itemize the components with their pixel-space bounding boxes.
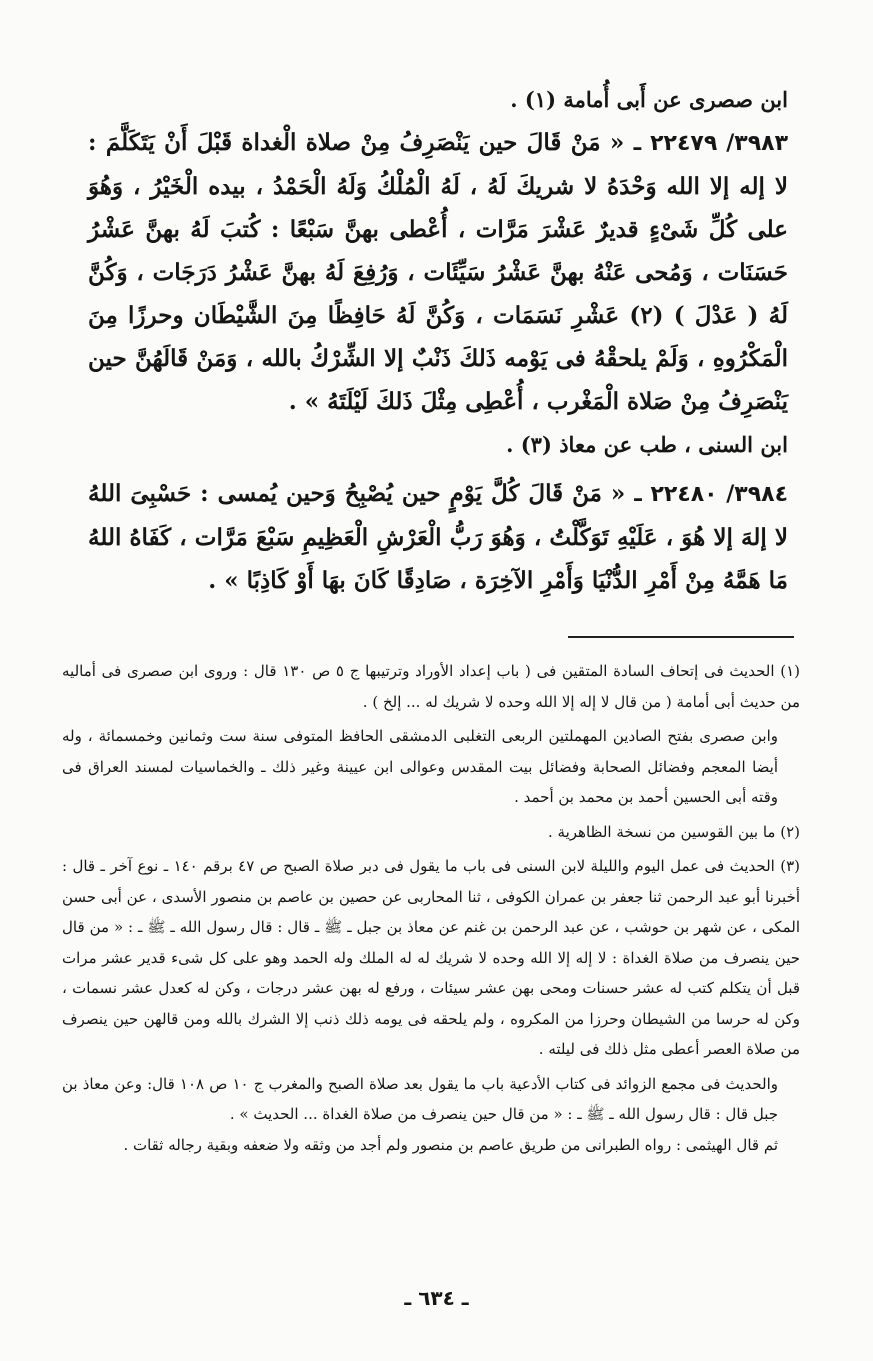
footnote-3: (٣) الحديث فى عمل اليوم والليلة لابن السنى فى باب ما يقول فى دبر صلاة الصبح ص ٤٧ برقم ١٤٠ ـ نوع آخر ـ قال : أخبرنا أبو عبد الرحمن ثنا جعفر بن عمران الكوفى ، ثنا المحاربى عن حصين بن عاصم بن منصور الأسدى ، عن أبى حسن المكى ، عن شهر بن حوشب ، عن عبد الرحمن بن غنم عن معاذ بن جبل ـ ﷺ ـ قال : قال رسول الله ـ ﷺ ـ : « من قال حين ينصرف من صلاة الغداة : لا إله إلا الله وحده لا شريك له له الملك وله الحمد وهو على كل شىء قدير عشر مرات قبل أن يتكلم كتب له عشر حسنات ومحى بهن عشر سيئات ، ورفع له بهن عشر درجات ، وكن له كعدل عشر نسمات ، وكن له حرسا من الشيطان وحرزا من المكروه ، ولم يلحقه فى يومه ذلك ذنب إلا الشرك بالله ومن قالهن حين ينصرف من صلاة العصر أعطى مثل ذلك فى ليلته . <box>62 857 801 1058</box>
hadith-number: ٣٩٨٣/ ٢٢٤٧٩ ـ <box>633 131 789 156</box>
hadith-text: « مَنْ قَالَ حين يَنْصَرِفُ مِنْ صلاة الْغداة قَبْلَ أَنْ يَتَكَلَّمَ : لا إله إلا الله وَحْدَهُ لا شريكَ لَهُ ، لَهُ الْمُلْكُ وَلَهُ الْحَمْدُ ، بيده الْخَيْرُ ، وَهُوَ على كُلِّ شَىْءٍ قديرٌ عَشْرَ مَرَّات ، أُعْطى بهنَّ سَبْعًا : كُتبَ لَهُ بهنَّ عَشْرُ حَسَنَات ، وَمُحى عَنْهُ بهنَّ عَشْرُ سَيِّئَات ، وَرُفِعَ لَهُ بهنَّ عَشْرُ دَرَجَات ، وَكُنَّ لَهُ ( عَدْلَ ) (٢) عَشْرِ نَسَمَات ، وَكُنَّ لَهُ حَافِظًا مِنَ الشَّيْطَان وحرزًا مِنَ الْمَكْرُوهِ ، وَلَمْ يلحقْهُ فى يَوْمه ذَلكَ ذَنْبٌ إلا الشِّرْكُ بالله ، وَمَنْ قَالَهُنَّ حين يَنْصَرِفُ مِنْ صَلاة الْمَغْرب ، أُعْطِى مِثْلَ ذَلكَ لَيْلَتَهُ » . <box>88 129 788 415</box>
footnote-3-continued: والحديث فى مجمع الزوائد فى كتاب الأدعية باب ما يقول بعد صلاة الصبح والمغرب ج ١٠ ص ١٠٨ قال: وعن معاذ بن جبل قال : قال رسول الله ـ ﷺ ـ : « من قال حين ينصرف من صلاة الغداة ... الحديث » . <box>62 1074 779 1123</box>
page-number: ـ ٦٣٤ ـ <box>404 1286 469 1310</box>
hadith-source-line: ابن صصرى عن أَبى أُمامة (١) . <box>510 87 788 112</box>
hadith-text: « مَنْ قَالَ كُلَّ يَوْمٍ حين يُصْبِحُ وَحين يُمسى : حَسْبِىَ اللهُ لا إلهَ إلا هُوَ ، عَلَيْهِ تَوَكَّلْتُ ، وَهُوَ رَبُّ الْعَرْشِ الْعَظِيمِ سَبْعَ مَرَّات ، كَفَاهُ اللهُ مَا هَمَّهُ مِنْ أَمْرِ الدُّنْيَا وَأَمْرِ الآخِرَة ، صَادِقًا كَانَ بهَا أَوْ كَاذِبًا » . <box>88 480 788 594</box>
hadith-3984 <box>88 472 788 602</box>
hadith-3983 <box>88 121 788 423</box>
footnote-1-continued: وابن صصرى بفتح الصادين المهملتين الربعى التغلبى الدمشقى الحافظ المتوفى سنة ست وثمانين وخمسمائة ، وله أيضا المعجم وفضائل الصحابة وفضائل بيت المقدس وعوالى ابن عيينة وغير ذلك ـ والخماسيات لمسند العراق فى وقته أبى الحسين أحمد بن محمد بن أحمد . <box>62 727 778 806</box>
hadith-source-line: ابن السنى ، طب عن معاذ (٣) . <box>506 432 788 457</box>
footnote-divider <box>568 636 794 638</box>
footnote-3-conclusion: ثم قال الهيثمى : رواه الطبرانى من طريق عاصم بن منصور ولم أجد من وثقه ولا ضعفه وبقية رجاله ثقات . <box>123 1135 778 1154</box>
footnote-1: (١) الحديث فى إتحاف السادة المتقين فى ( باب إعداد الأوراد وترتيبها ج ٥ ص ١٣٠ قال : وروى ابن صصرى فى أماليه من حديث أبى أمامة ( من قال لا إله إلا الله وحده لا شريك له ... إلخ ) . <box>62 662 800 711</box>
footnote-2: (٢) ما بين القوسين من نسخة الظاهرية . <box>548 822 800 841</box>
footnotes <box>62 656 800 1160</box>
main-text <box>88 78 788 602</box>
hadith-number: ٣٩٨٤/ ٢٢٤٨٠ ـ <box>634 482 789 507</box>
